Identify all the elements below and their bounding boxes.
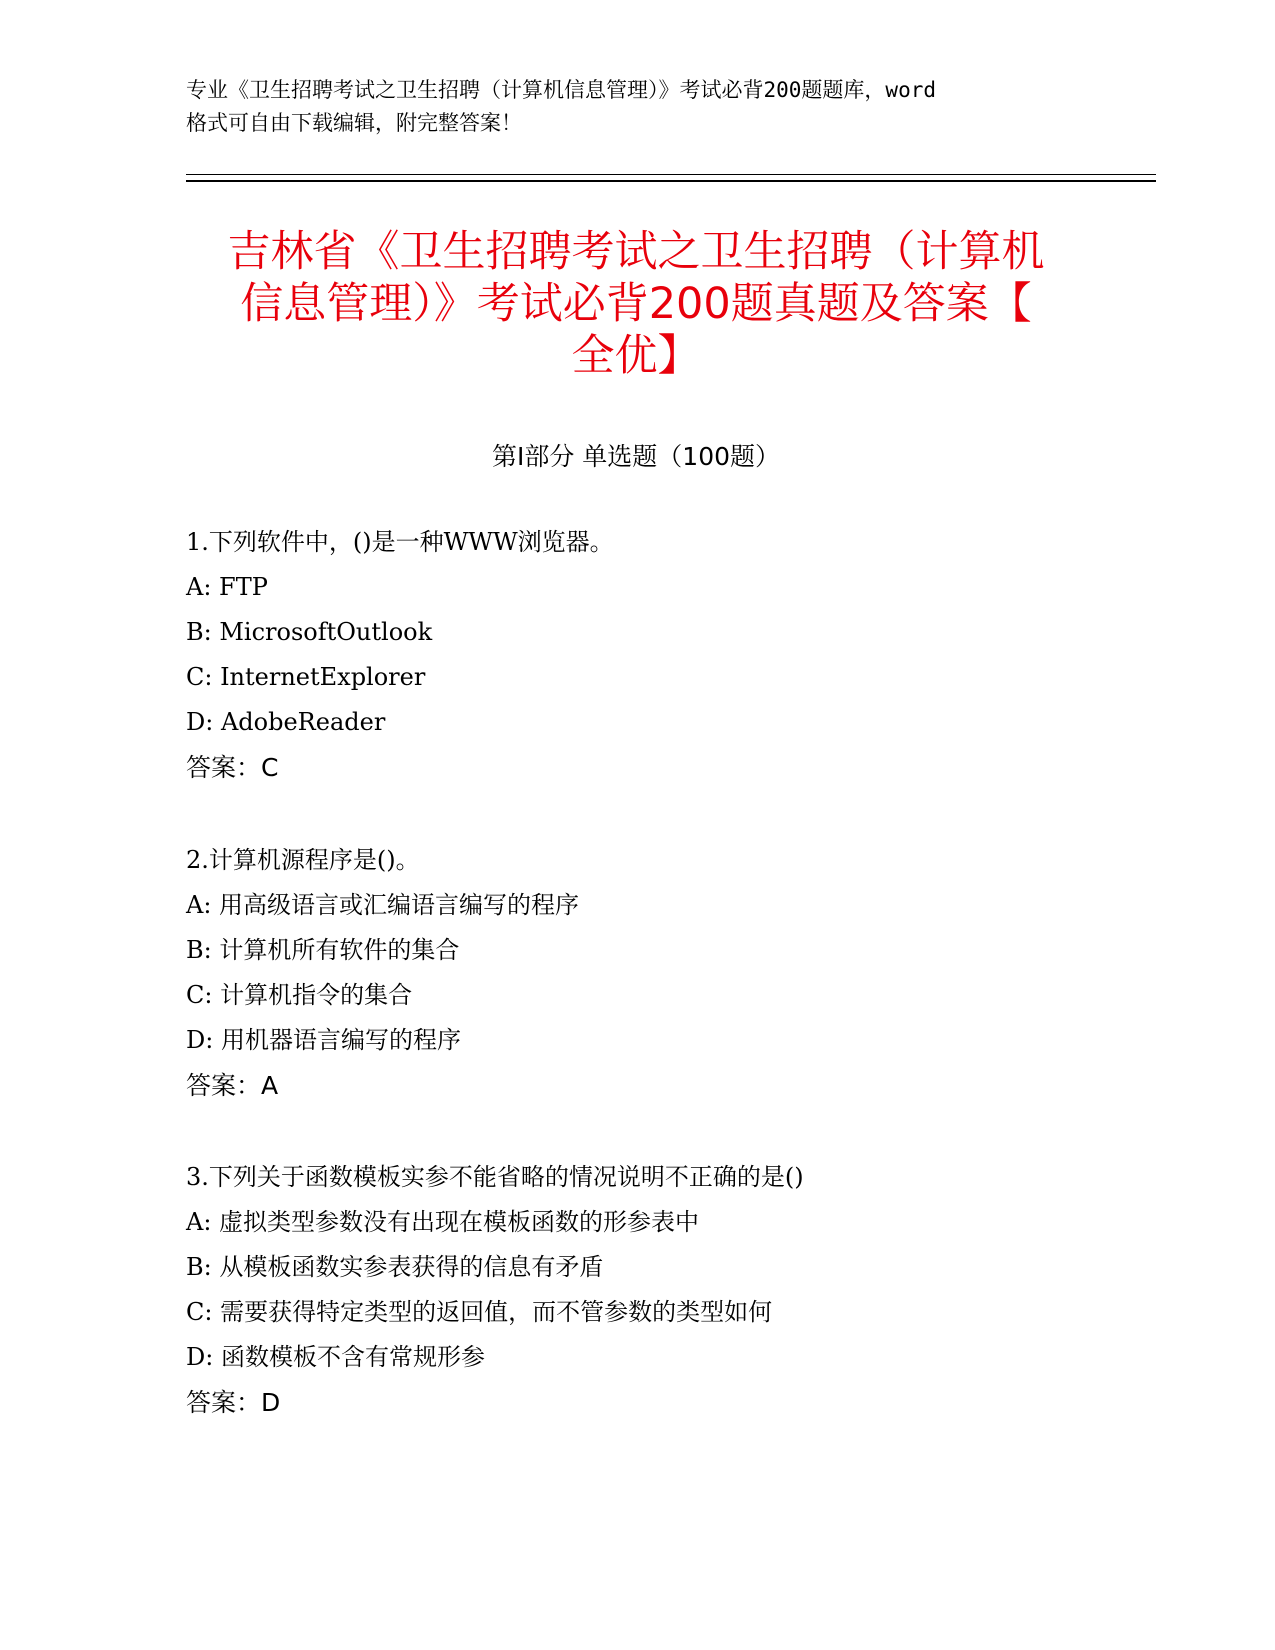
header-rule-thick	[186, 180, 1156, 182]
document-title	[186, 226, 1086, 382]
header-note-line-2: 格式可自由下载编辑，附完整答案！	[186, 111, 522, 135]
option-d: D: AdobeReader	[186, 708, 386, 736]
option-a: A: 用高级语言或汇编语言编写的程序	[186, 891, 580, 919]
option-b: B: 计算机所有软件的集合	[186, 936, 460, 964]
question-block-1	[186, 520, 1186, 790]
option-c: C: 计算机指令的集合	[186, 981, 413, 1009]
option-b: B: 从模板函数实参表获得的信息有矛盾	[186, 1253, 604, 1281]
header-rule-thin	[186, 174, 1156, 175]
option-d: D: 用机器语言编写的程序	[186, 1026, 461, 1054]
answer-line: 答案：C	[186, 753, 279, 782]
answer-line: 答案：D	[186, 1388, 281, 1417]
question-stem: 3.下列关于函数模板实参不能省略的情况说明不正确的是()	[186, 1163, 804, 1191]
option-b: B: MicrosoftOutlook	[186, 618, 433, 646]
option-d: D: 函数模板不含有常规形参	[186, 1343, 485, 1371]
document-title-line-1: 吉林省《卫生招聘考试之卫生招聘（计算机	[227, 227, 1045, 277]
question-stem: 2.计算机源程序是()。	[186, 846, 420, 874]
header-note	[186, 74, 1086, 140]
option-a: A: 虚拟类型参数没有出现在模板函数的形参表中	[186, 1208, 700, 1236]
answer-line: 答案：A	[186, 1071, 279, 1100]
section-heading: 第Ⅰ部分 单选题（100题）	[491, 442, 781, 471]
document-title-line-3: 全优】	[571, 331, 701, 381]
question-block-2	[186, 838, 1186, 1108]
option-a: A: FTP	[186, 573, 268, 601]
document-title-line-2: 信息管理）》考试必背200题真题及答案【	[240, 279, 1032, 329]
header-note-line-1: 专业《卫生招聘考试之卫生招聘（计算机信息管理）》考试必背200题题库，word	[186, 78, 936, 102]
option-c: C: 需要获得特定类型的返回值，而不管参数的类型如何	[186, 1298, 773, 1326]
question-stem: 1.下列软件中，()是一种WWW浏览器。	[186, 528, 614, 556]
question-block-3	[186, 1155, 1186, 1425]
option-c: C: InternetExplorer	[186, 663, 426, 691]
